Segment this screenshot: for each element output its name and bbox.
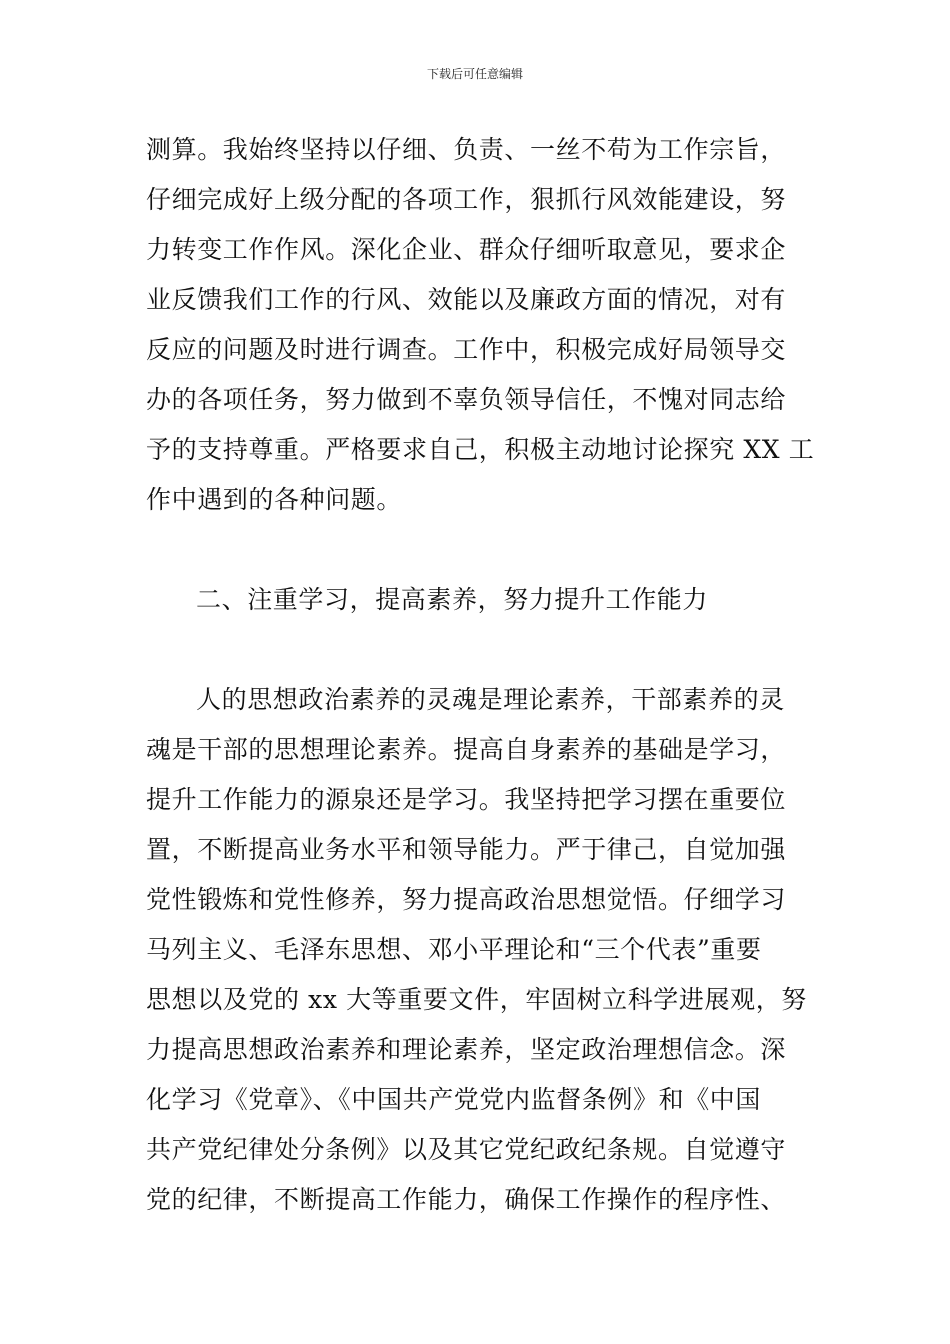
page-header: 下载后可任意编辑: [426, 67, 523, 81]
paragraph-1-line: 反应的问题及时进行调查。工作中，积极完成好局领导交: [146, 335, 787, 364]
paragraph-2-line: 人的思想政治素养的灵魂是理论素养，干部素养的灵: [196, 685, 785, 714]
paragraph-2-line: 置，不断提高业务水平和领导能力。严于律己，自觉加强: [146, 835, 787, 864]
paragraph-2-line: 党性锻炼和党性修养，努力提高政治思想觉悟。仔细学习: [146, 885, 787, 914]
paragraph-2-line: 力提高思想政治素养和理论素养，坚定政治理想信念。深: [146, 1035, 787, 1064]
paragraph-2-line: 共产党纪律处分条例》以及其它党纪政纪条规。自觉遵守: [146, 1135, 787, 1164]
paragraph-1-line: 力转变工作作风。深化企业、群众仔细听取意见，要求企: [146, 235, 787, 264]
paragraph-1-line: 仔细完成好上级分配的各项工作，狠抓行风效能建设，努: [146, 185, 787, 214]
paragraph-2-line: 马列主义、毛泽东思想、邓小平理论和“三个代表”重要: [146, 935, 762, 964]
paragraph-1-line: 作中遇到的各种问题。: [146, 485, 403, 514]
paragraph-2-line: 魂是干部的思想理论素养。提高自身素养的基础是学习，: [146, 735, 787, 764]
paragraph-1-line: 予的支持尊重。严格要求自己，积极主动地讨论探究 XX 工: [146, 435, 815, 464]
paragraph-1-line: 办的各项任务，努力做到不辜负领导信任，不愧对同志给: [146, 385, 787, 414]
paragraph-2-line: 党的纪律，不断提高工作能力，确保工作操作的程序性、: [146, 1185, 787, 1214]
section-heading: 二、注重学习，提高素养，努力提升工作能力: [196, 585, 709, 614]
paragraph-2-line: 思想以及党的 xx 大等重要文件，牢固树立科学进展观，努: [146, 985, 807, 1014]
paragraph-1-line: 测算。我始终坚持以仔细、负责、一丝不苟为工作宗旨，: [146, 135, 787, 164]
paragraph-1-line: 业反馈我们工作的行风、效能以及廉政方面的情况，对有: [146, 285, 787, 314]
paragraph-2-line: 提升工作能力的源泉还是学习。我坚持把学习摆在重要位: [146, 785, 787, 814]
paragraph-2-line: 化学习《党章》、《中国共产党党内监督条例》和《中国: [146, 1085, 762, 1114]
